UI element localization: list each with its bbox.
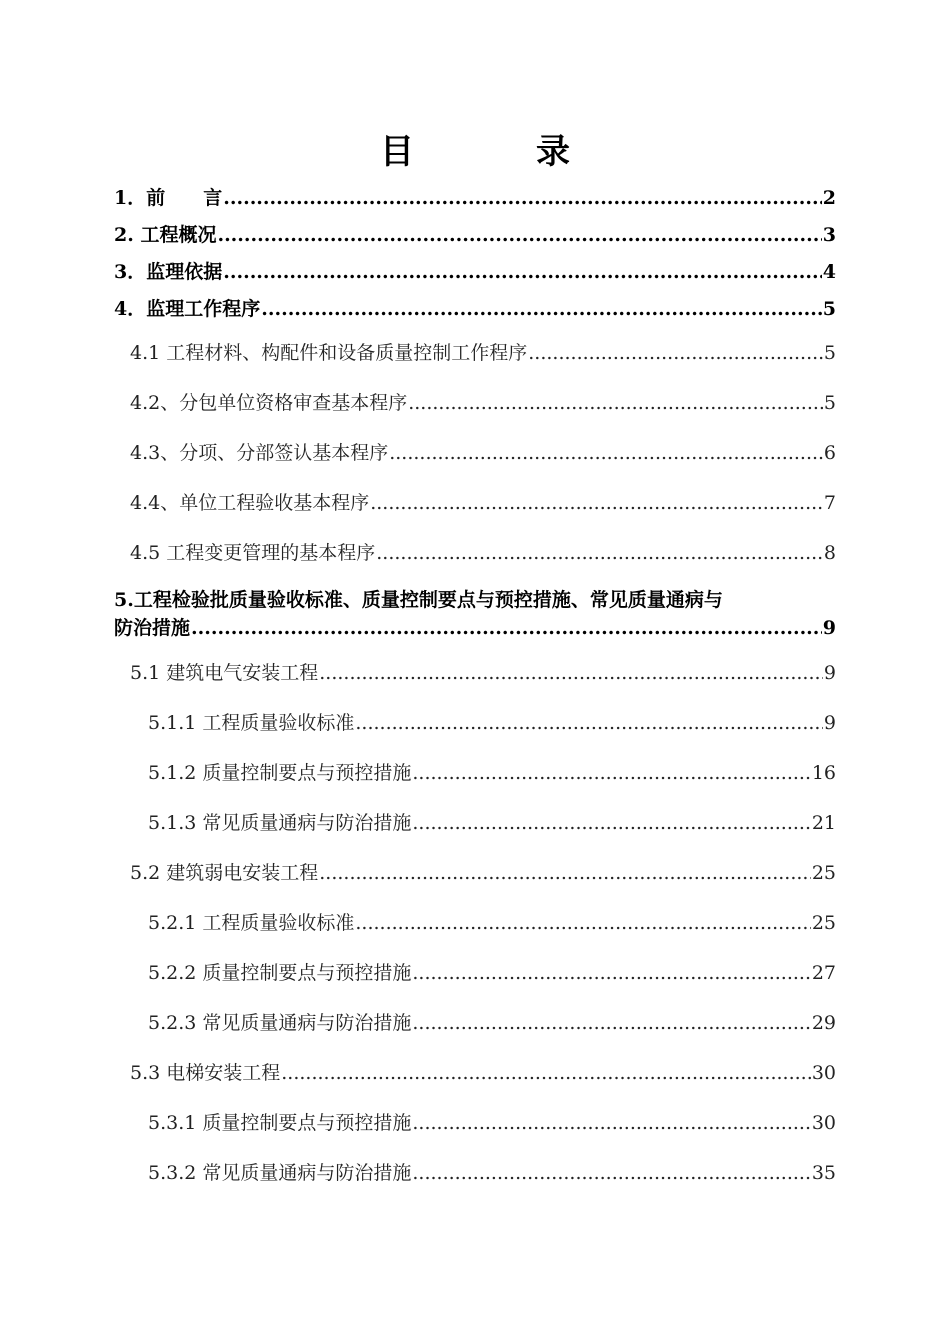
toc-dot-leader: [261, 291, 822, 328]
toc-page-number: 25: [811, 912, 836, 934]
toc-entry-label: 5.2.1 工程质量验收标准: [148, 912, 355, 934]
toc-dot-leader: [408, 378, 823, 428]
toc-entry-supervision-basis[interactable]: [114, 254, 836, 291]
toc-dot-leader: [355, 898, 810, 948]
toc-page-number: 9: [822, 617, 836, 639]
table-of-contents: [114, 180, 836, 1198]
toc-entry-label: 5.1.1 工程质量验收标准: [148, 712, 355, 734]
toc-entry-4-4[interactable]: [114, 478, 836, 528]
toc-dot-leader: [370, 478, 823, 528]
toc-page-number: 30: [811, 1062, 836, 1084]
toc-entry-5-1-2[interactable]: [114, 748, 836, 798]
toc-page-number: 5: [823, 342, 836, 364]
toc-entry-label: 5.2 建筑弱电安装工程: [130, 862, 319, 884]
toc-entry-5-2[interactable]: [114, 848, 836, 898]
toc-entry-4-3[interactable]: [114, 428, 836, 478]
toc-entry-5-3-2[interactable]: [114, 1148, 836, 1198]
toc-entry-label: 5.1.3 常见质量通病与防治措施: [148, 812, 412, 834]
toc-dot-leader: [191, 614, 822, 642]
toc-entry-label: 4.4、单位工程验收基本程序: [130, 492, 370, 514]
toc-dot-leader: [389, 428, 823, 478]
toc-dot-leader: [528, 328, 823, 378]
toc-page-number: 21: [811, 812, 836, 834]
toc-page-number: 7: [823, 492, 836, 514]
toc-entry-label: 2. 工程概况: [114, 224, 217, 246]
toc-entry-project-overview[interactable]: [114, 217, 836, 254]
toc-dot-leader: [376, 528, 823, 578]
toc-entry-label: 5.2.3 常见质量通病与防治措施: [148, 1012, 412, 1034]
toc-entry-label: 5.2.2 质量控制要点与预控措施: [148, 962, 412, 984]
toc-entry-label: 5.3 电梯安装工程: [130, 1062, 281, 1084]
toc-entry-5-2-2[interactable]: [114, 948, 836, 998]
toc-dot-leader: [355, 698, 823, 748]
toc-page-number: 30: [811, 1112, 836, 1134]
toc-dot-leader: [281, 1048, 811, 1098]
toc-entry-label: 防治措施: [114, 617, 191, 639]
toc-dot-leader: [412, 1148, 810, 1198]
toc-page-number: 35: [811, 1162, 836, 1184]
toc-entry-label: 4．监理工作程序: [114, 298, 261, 320]
toc-entry-4-2[interactable]: [114, 378, 836, 428]
toc-entry-5-2-3[interactable]: [114, 998, 836, 1048]
toc-entry-label: 5.工程检验批质量验收标准、质量控制要点与预控措施、常见质量通病与: [114, 589, 723, 611]
toc-entry-label: 4.1 工程材料、构配件和设备质量控制工作程序: [130, 342, 528, 364]
toc-dot-leader: [319, 648, 823, 698]
toc-dot-leader: [223, 254, 822, 291]
toc-entry-5-3-1[interactable]: [114, 1098, 836, 1148]
toc-dot-leader: [412, 748, 810, 798]
toc-dot-leader: [223, 180, 822, 217]
toc-entry-5[interactable]: [114, 586, 836, 642]
toc-entry-label: 3．监理依据: [114, 261, 223, 283]
toc-entry-label: 4.2、分包单位资格审查基本程序: [130, 392, 408, 414]
toc-dot-leader: [412, 1098, 810, 1148]
toc-dot-leader: [412, 948, 810, 998]
toc-dot-leader: [217, 217, 821, 254]
toc-entry-label: 4.3、分项、分部签认基本程序: [130, 442, 389, 464]
toc-entry-label: 5.1.2 质量控制要点与预控措施: [148, 762, 412, 784]
toc-entry-preface[interactable]: [114, 180, 836, 217]
toc-entry-label: 5.3.1 质量控制要点与预控措施: [148, 1112, 412, 1134]
toc-entry-5-1-1[interactable]: [114, 698, 836, 748]
toc-dot-leader: [412, 998, 810, 1048]
toc-entry-label: 5.3.2 常见质量通病与防治措施: [148, 1162, 412, 1184]
toc-page-number: 27: [811, 962, 836, 984]
toc-entry-4-5[interactable]: [114, 528, 836, 578]
toc-entry-label: 5.1 建筑电气安装工程: [130, 662, 319, 684]
toc-entry-label: 1．前 言: [114, 187, 223, 209]
toc-entry-label-continuation: [114, 614, 836, 642]
toc-page-number: 6: [823, 442, 836, 464]
toc-entry-4-1[interactable]: [114, 328, 836, 378]
toc-page-number: 2: [822, 187, 836, 209]
toc-entry-label: 4.5 工程变更管理的基本程序: [130, 542, 376, 564]
toc-dot-leader: [412, 798, 810, 848]
toc-page-number: 8: [823, 542, 836, 564]
toc-page-number: 9: [823, 712, 836, 734]
toc-page-number: 25: [811, 862, 836, 884]
toc-page-number: 4: [822, 261, 836, 283]
toc-entry-5-2-1[interactable]: [114, 898, 836, 948]
toc-page-number: 3: [822, 224, 836, 246]
toc-page-number: 5: [823, 392, 836, 414]
toc-title: 目 录: [380, 132, 614, 172]
toc-page-number: 29: [811, 1012, 836, 1034]
toc-entry-5-1-3[interactable]: [114, 798, 836, 848]
toc-entry-5-1[interactable]: [114, 648, 836, 698]
toc-entry-5-3[interactable]: [114, 1048, 836, 1098]
toc-dot-leader: [319, 848, 811, 898]
toc-page-number: 9: [823, 662, 836, 684]
toc-page-number: 5: [822, 298, 836, 320]
toc-page-number: 16: [811, 762, 836, 784]
toc-entry-supervision-procedure[interactable]: [114, 291, 836, 328]
